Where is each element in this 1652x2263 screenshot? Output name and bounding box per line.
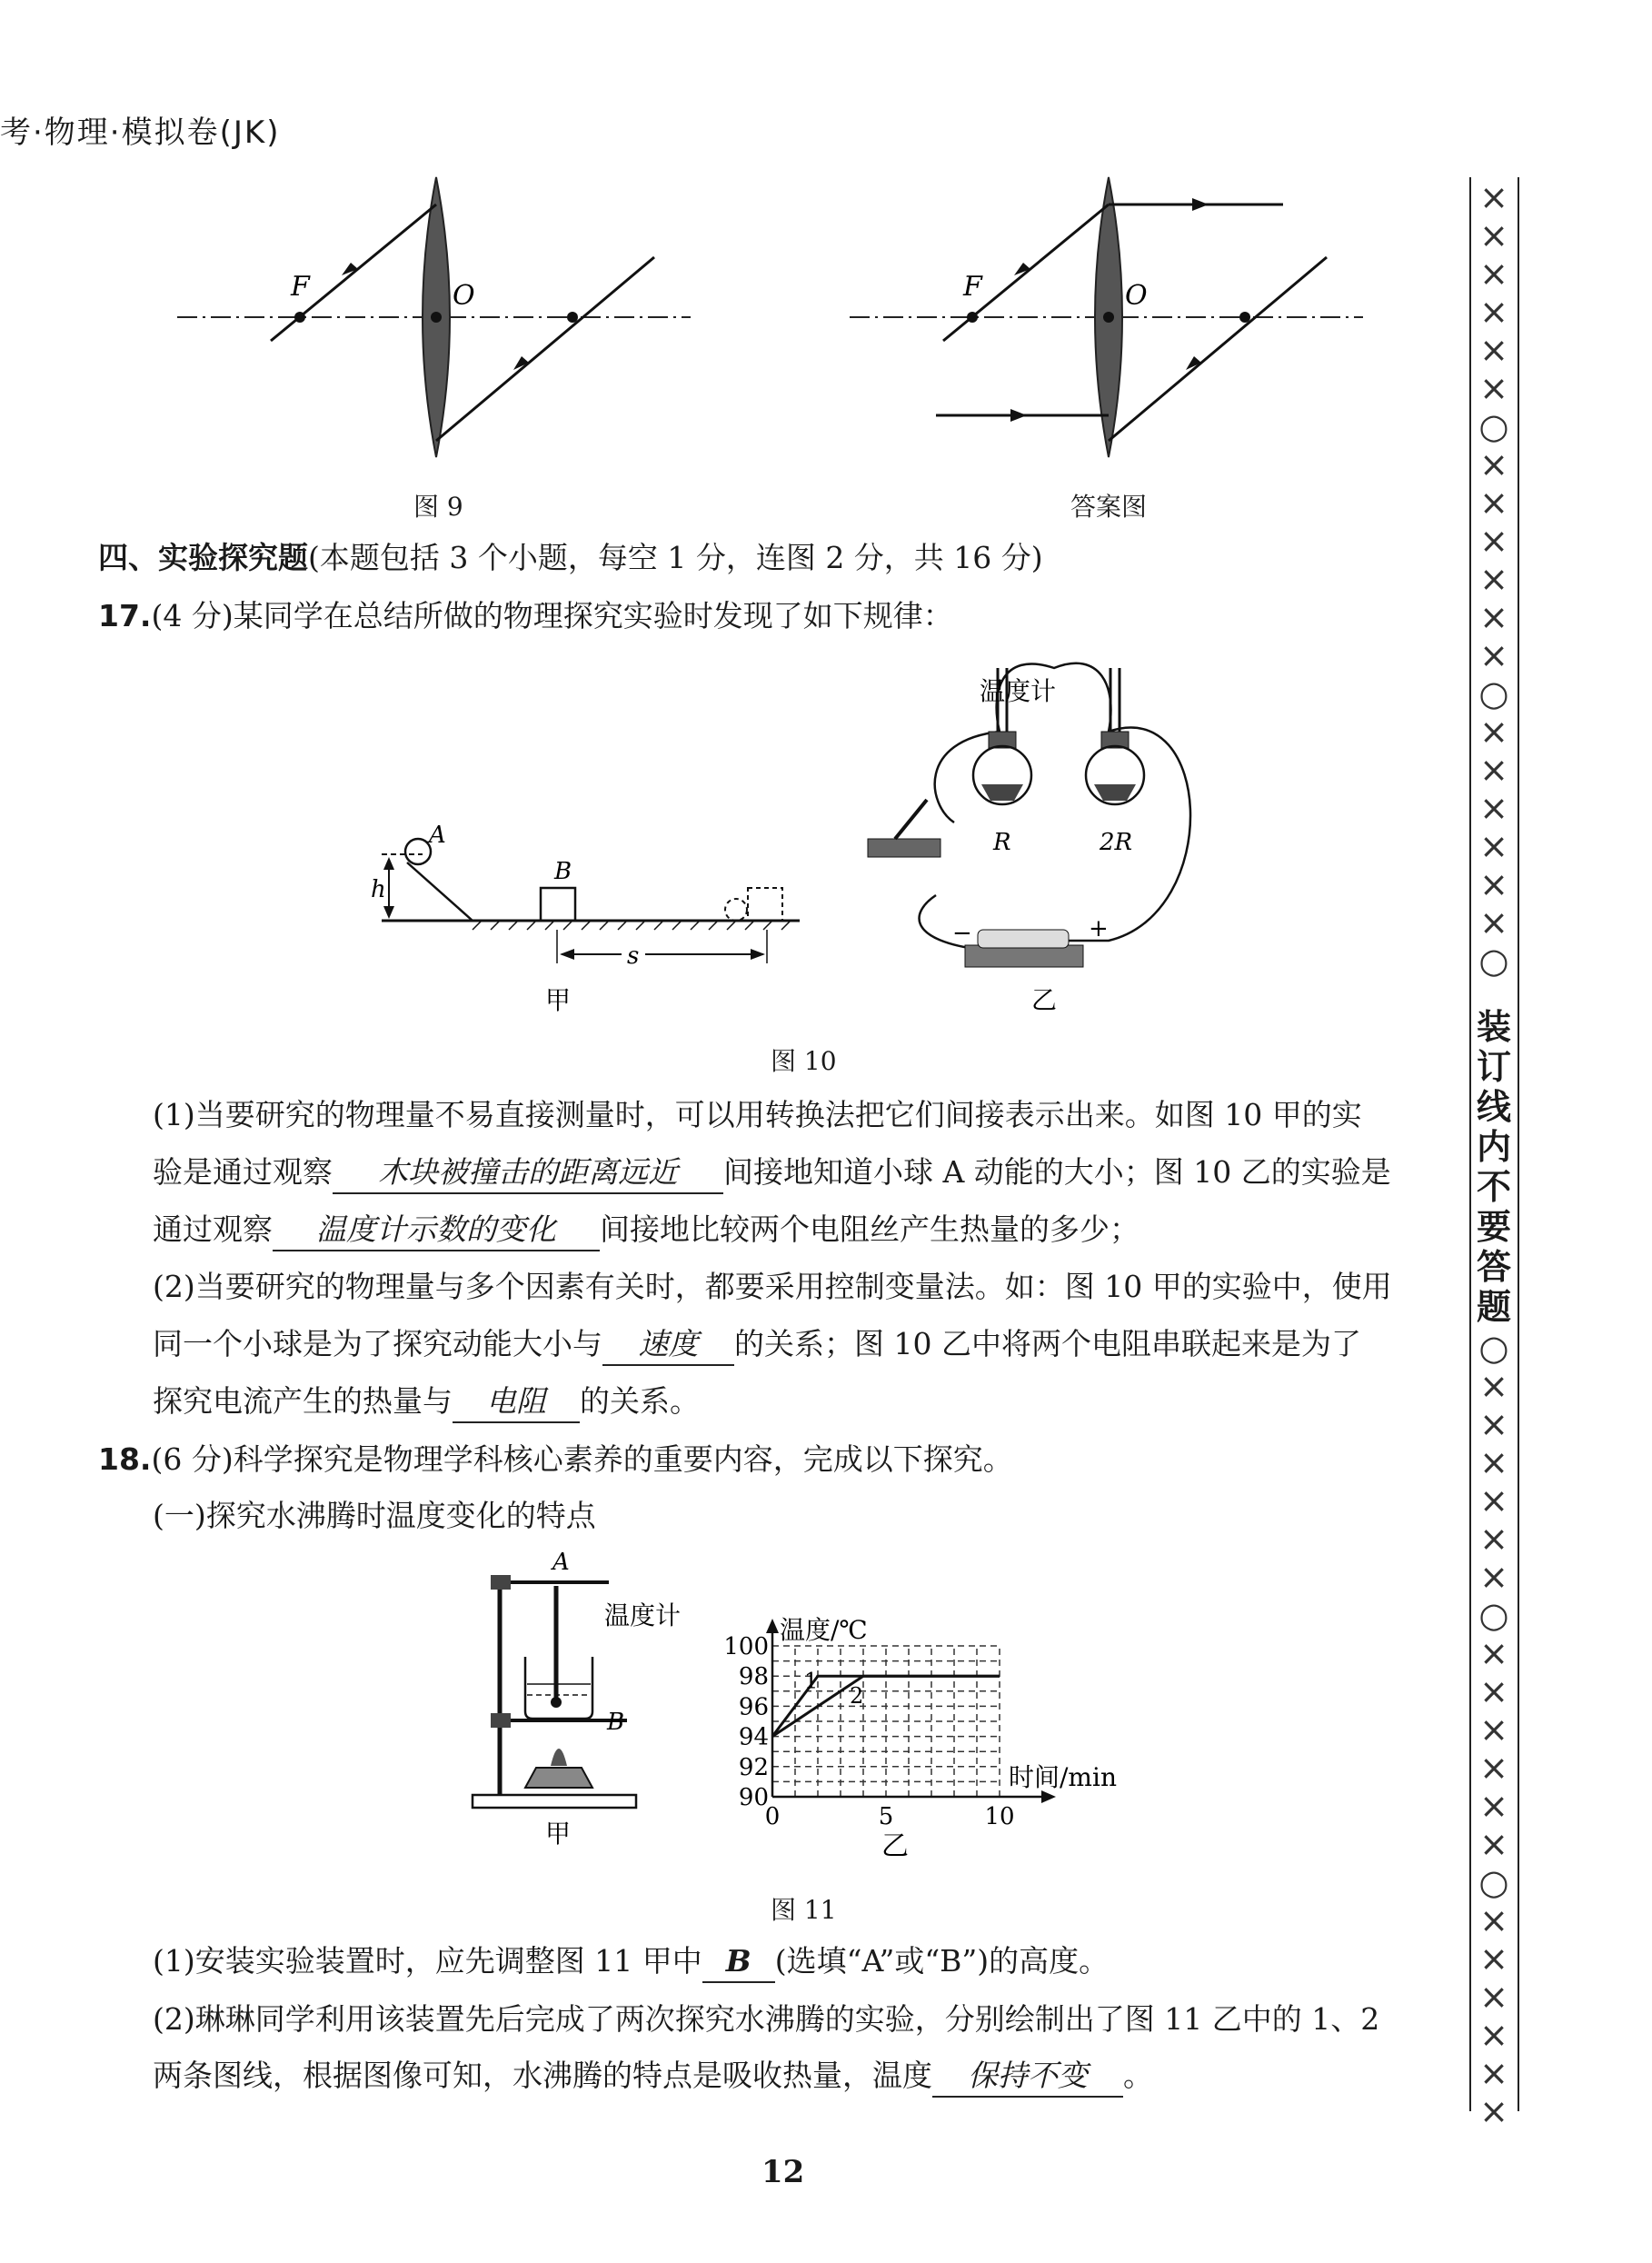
label-jia: 甲 bbox=[545, 985, 572, 1015]
q17-text: 同一个小球是为了探究动能大小与 bbox=[153, 1326, 602, 1361]
q18-text: (选填“A”或“B”)的高度。 bbox=[774, 1943, 1110, 1979]
y-tick-label: 98 bbox=[738, 1663, 769, 1691]
section-note: (本题包括 3 个小题，每空 1 分，连图 2 分，共 16 分) bbox=[308, 540, 1043, 575]
chart-temperature-time bbox=[718, 1595, 1145, 1868]
label-yi: 乙 bbox=[1031, 985, 1058, 1015]
label-a: A bbox=[429, 822, 446, 849]
q17-text: 的关系；图 10 乙中将两个电阻串联起来是为了 bbox=[734, 1326, 1361, 1361]
q17-p1-line1: (1)当要研究的物理量不易直接测量时，可以用转换法把它们间接表示出来。如图 10 甲的实 bbox=[153, 1097, 1362, 1132]
fig9-caption: 图 9 bbox=[413, 492, 463, 522]
stand-base bbox=[473, 1795, 636, 1808]
optical-center-left bbox=[431, 312, 442, 323]
fig9-right-diagram bbox=[850, 177, 1363, 457]
label-b: B bbox=[607, 1709, 625, 1736]
q18-p2-line1: (2)琳琳同学利用该装置先后完成了两次探究水沸腾的实验，分别绘制出了图 11 乙中的 1、2 bbox=[153, 2001, 1380, 2037]
focus-point-right bbox=[567, 312, 578, 323]
ramp bbox=[407, 862, 473, 921]
label-o-right: O bbox=[1125, 280, 1148, 312]
binding-marks-top: × × × × × × ○ × × × × × × ○ × × × × × × ○ bbox=[1478, 177, 1509, 981]
y-tick-label: 94 bbox=[738, 1723, 769, 1751]
q17-stem bbox=[98, 596, 953, 636]
fig10-yi bbox=[868, 663, 1190, 1015]
binding-vertical-text: 装 订 线 内 不 要 答 题 bbox=[1476, 1007, 1511, 1327]
q17-stem-text: (4 分)某同学在总结所做的物理探究实验时发现了如下规律： bbox=[151, 598, 953, 633]
label-s: s bbox=[627, 942, 640, 970]
section-4-heading bbox=[98, 538, 1043, 578]
q18-p2-line2 bbox=[153, 2056, 1153, 2098]
y-tick-label: 90 bbox=[738, 1784, 769, 1811]
label-2r: 2R bbox=[1100, 829, 1133, 856]
x-tick-label: 10 bbox=[984, 1803, 1015, 1830]
answer-blank-5: B bbox=[702, 1941, 775, 1983]
section-title: 四、实验探究题 bbox=[98, 540, 308, 575]
q18-stem-text: (6 分)科学探究是物理学科核心素养的重要内容，完成以下探究。 bbox=[151, 1441, 1013, 1477]
q17-p2-line3 bbox=[153, 1381, 700, 1423]
q17-text: 验是通过观察 bbox=[153, 1154, 333, 1190]
page-header: 考·物理·模拟卷(JK) bbox=[0, 115, 281, 151]
binding-marks-bottom: ○ × × × × × × ○ × × × × × × ○ × × × × × × bbox=[1478, 1328, 1509, 2131]
alcohol-lamp bbox=[525, 1768, 592, 1788]
q17-text: 通过观察 bbox=[153, 1211, 273, 1247]
label-plus: + bbox=[1089, 915, 1109, 942]
q17-p1-line3 bbox=[153, 1210, 1139, 1251]
q18-p1 bbox=[153, 1941, 1109, 1983]
q17-p2-line1: (2)当要研究的物理量与多个因素有关时，都要采用控制变量法。如：图 10 甲的实验中，使用 bbox=[153, 1269, 1392, 1304]
q18-stem bbox=[98, 1440, 1013, 1480]
label-o-left: O bbox=[453, 280, 475, 312]
label-b: B bbox=[554, 858, 572, 885]
y-axis-label: 温度/℃ bbox=[780, 1615, 868, 1645]
q17-p1-line2 bbox=[153, 1152, 1391, 1194]
fig9-left-diagram bbox=[177, 177, 691, 457]
y-tick-label: 96 bbox=[738, 1693, 769, 1721]
fig10-jia bbox=[371, 822, 800, 1015]
label-a: A bbox=[552, 1550, 570, 1576]
q18-text: 两条图线，根据图像可知，水沸腾的特点是吸收热量，温度 bbox=[153, 2058, 932, 2093]
fig10-caption: 图 10 bbox=[771, 1046, 837, 1076]
x-tick-label: 5 bbox=[878, 1803, 894, 1830]
fig11-caption: 图 11 bbox=[771, 1895, 837, 1925]
label-thermometer: 温度计 bbox=[980, 676, 1057, 706]
q17-number: 17. bbox=[98, 598, 152, 633]
q17-p2-line2 bbox=[153, 1324, 1361, 1366]
series-label-2: 2 bbox=[850, 1683, 864, 1710]
beaker bbox=[525, 1657, 592, 1719]
answer-blank-4: 电阻 bbox=[453, 1381, 580, 1423]
switch bbox=[868, 839, 940, 857]
figure-9 bbox=[164, 168, 1381, 532]
figure-10 bbox=[363, 641, 1236, 1022]
q18-part1: (一)探究水沸腾时温度变化的特点 bbox=[153, 1498, 596, 1533]
q18-number: 18. bbox=[98, 1441, 152, 1477]
q17-text: 探究电流产生的热量与 bbox=[153, 1383, 453, 1419]
series-label-1: 1 bbox=[804, 1668, 819, 1694]
label-r: R bbox=[993, 829, 1011, 856]
label-minus: − bbox=[952, 920, 972, 947]
answer-blank-2: 温度计示数的变化 bbox=[273, 1210, 600, 1251]
x-tick-label: 0 bbox=[764, 1803, 781, 1830]
page-number: 12 bbox=[761, 2154, 805, 2190]
q18-text: (1)安装实验装置时，应先调整图 11 甲中 bbox=[153, 1943, 702, 1979]
ball-a bbox=[405, 839, 431, 864]
wooden-block-b bbox=[541, 888, 575, 921]
x-axis-arrow bbox=[1041, 1790, 1056, 1803]
label-jia: 甲 bbox=[545, 1819, 572, 1849]
y-tick-label: 92 bbox=[738, 1753, 769, 1781]
q17-text: 间接地知道小球 A 动能的大小；图 10 乙的实验是 bbox=[723, 1154, 1391, 1190]
answer-blank-3: 速度 bbox=[602, 1324, 734, 1366]
label-f-left: F bbox=[291, 271, 310, 303]
answer-blank-6: 保持不变 bbox=[932, 2056, 1123, 2098]
label-f-right: F bbox=[963, 271, 982, 303]
battery bbox=[965, 945, 1083, 967]
label-h: h bbox=[371, 876, 386, 903]
y-axis-arrow bbox=[766, 1619, 779, 1633]
q18-text: 。 bbox=[1123, 2058, 1153, 2093]
q17-text: 的关系。 bbox=[580, 1383, 700, 1419]
y-tick-label: 100 bbox=[723, 1633, 769, 1660]
answer-blank-1: 木块被撞击的距离远近 bbox=[333, 1152, 723, 1194]
figure-11-jia bbox=[463, 1550, 736, 1859]
chart-sub-label: 乙 bbox=[881, 1830, 909, 1862]
q17-text: 间接地比较两个电阻丝产生热量的多少； bbox=[600, 1211, 1139, 1247]
label-thermometer: 温度计 bbox=[604, 1600, 682, 1630]
fig9-answer-caption: 答案图 bbox=[1070, 492, 1148, 522]
x-axis-label: 时间/min bbox=[1009, 1762, 1117, 1792]
